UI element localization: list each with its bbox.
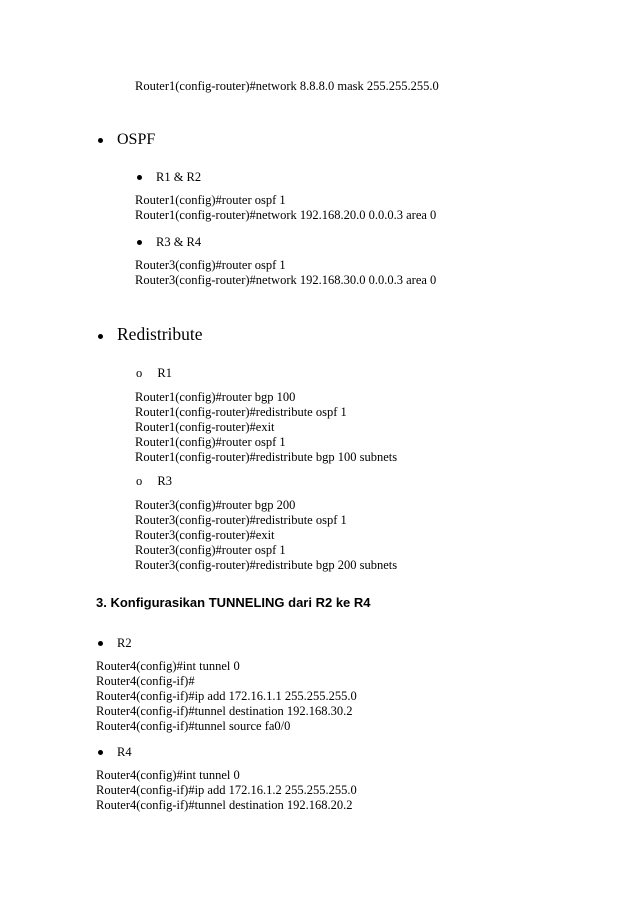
command-line: Router1(config-router)#redistribute bgp 100 subnets	[135, 450, 398, 464]
redistribute-r1-bullet	[136, 366, 172, 381]
command-line: Router1(config-router)#exit	[135, 420, 275, 434]
redistribute-title: Redistribute	[117, 324, 203, 344]
command-line: Router4(config-if)#ip add 172.16.1.2 255.255.255.0	[96, 783, 357, 797]
command-line: Router1(config)#router bgp 100	[135, 390, 296, 404]
bullet-dot-icon	[98, 334, 103, 339]
redistribute-r1-label: R1	[157, 366, 172, 380]
hollow-bullet-icon: o	[136, 474, 143, 488]
bullet-dot-icon	[137, 240, 142, 245]
command-line: Router4(config-if)#tunnel destination 192.168.30.2	[96, 704, 353, 718]
command-line: Router4(config-if)#	[96, 674, 195, 688]
command-line: Router1(config-router)#network 192.168.20.0 0.0.0.3 area 0	[135, 208, 437, 222]
command-line: Router1(config)#router ospf 1	[135, 193, 286, 207]
command-line: Router1(config-router)#network 8.8.8.0 mask 255.255.255.0	[135, 79, 439, 93]
tunnel-r4-label: R4	[117, 745, 132, 759]
command-line: Router3(config)#router ospf 1	[135, 543, 286, 557]
bullet-dot-icon	[137, 175, 142, 180]
bullet-dot-icon	[98, 750, 103, 755]
section-heading: 3. Konfigurasikan TUNNELING dari R2 ke R4	[96, 595, 371, 610]
bullet-dot-icon	[98, 138, 103, 143]
command-line: Router4(config-if)#tunnel destination 192.168.20.2	[96, 798, 353, 812]
command-line: Router1(config)#router ospf 1	[135, 435, 286, 449]
redistribute-r3-bullet	[136, 474, 172, 489]
command-line: Router3(config)#router ospf 1	[135, 258, 286, 272]
command-line: Router3(config-router)#network 192.168.30.0 0.0.0.3 area 0	[135, 273, 437, 287]
ospf-r1r2-bullet	[137, 168, 201, 186]
command-line: Router1(config-router)#redistribute ospf 1	[135, 405, 347, 419]
redistribute-r3-label: R3	[157, 474, 172, 488]
command-line: Router4(config-if)#tunnel source fa0/0	[96, 719, 291, 733]
command-line: Router3(config)#router bgp 200	[135, 498, 296, 512]
redistribute-bullet	[98, 324, 203, 345]
command-line: Router3(config-router)#redistribute bgp 200 subnets	[135, 558, 398, 572]
command-line: Router4(config)#int tunnel 0	[96, 659, 240, 673]
tunnel-r4-bullet	[98, 743, 132, 761]
ospf-bullet	[98, 131, 155, 149]
ospf-r3r4-label: R3 & R4	[156, 235, 202, 249]
command-line: Router3(config-router)#redistribute ospf 1	[135, 513, 347, 527]
command-line: Router4(config)#int tunnel 0	[96, 768, 240, 782]
ospf-title: OSPF	[117, 131, 156, 148]
ospf-r3r4-bullet	[137, 233, 201, 251]
tunnel-r2-label: R2	[117, 636, 132, 650]
command-line: Router4(config-if)#ip add 172.16.1.1 255.255.255.0	[96, 689, 357, 703]
command-line: Router3(config-router)#exit	[135, 528, 275, 542]
hollow-bullet-icon: o	[136, 366, 143, 380]
ospf-r1r2-label: R1 & R2	[156, 170, 202, 184]
tunnel-r2-bullet	[98, 634, 132, 652]
bullet-dot-icon	[98, 641, 103, 646]
